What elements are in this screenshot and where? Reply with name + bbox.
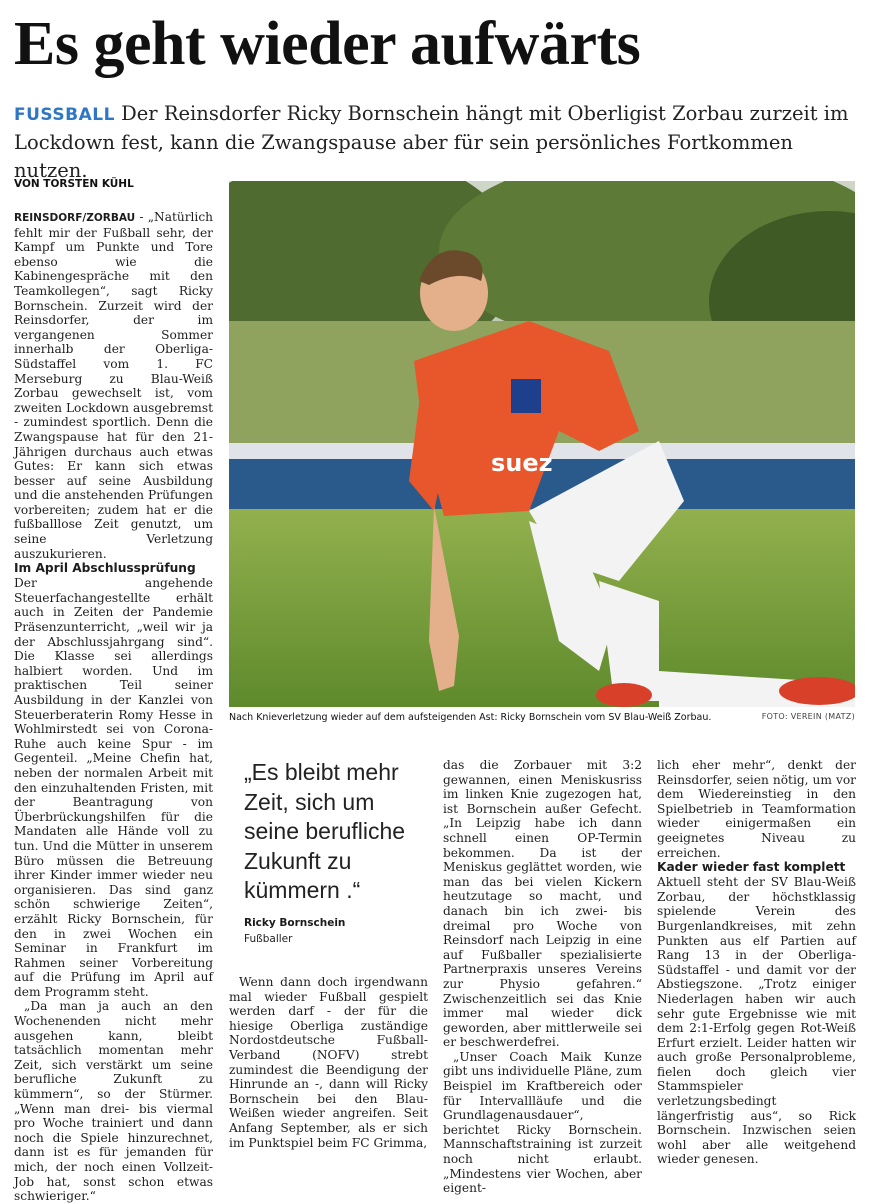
quote-author: Ricky Bornschein bbox=[244, 917, 346, 929]
intro-teaser bbox=[14, 100, 859, 185]
quote-author-role: Fußballer bbox=[244, 933, 293, 945]
pull-quote: „Es bleibt mehr Zeit, sich um seine berufliche Zukunft zu kümmern .“ bbox=[244, 759, 406, 903]
photo-credit: FOTO: VEREIN (MATZ) bbox=[761, 712, 855, 721]
caption-text: Nach Knieverletzung wieder auf dem aufsteigenden Ast: Ricky Bornschein vom SV Blau-Weiß Zorbau. bbox=[229, 712, 712, 723]
paragraph: das die Zorbauer mit 3:2 gewannen, einen Meniskusriss im linken Knie zugezogen hat, ist Bornschein außer Gefecht. „In Leipzig habe ich dann schnell einen OP-Termin bekommen. Da ist der Meniskus geglättet worden, wie man das bei vielen Kickern heutzutage so macht, und danach bin ich zwei- bis dreimal pro Woche von Reinsdorf nach Leipzig in eine auf Fußballer spezialisierte Partnerpraxis unseres Vereins zur Physio gefahren.“ Zwischenzeitlich sei das Knie immer mal wieder dick geworden, aber mittlerweile sei er beschwerdefrei. bbox=[443, 758, 642, 1050]
shirt-sponsor: suez bbox=[491, 449, 553, 477]
paragraph: lich eher mehr“, denkt der Reinsdorfer, seien nötig, um vor dem Wiedereinstieg in den Spielbetrieb in Teamformation wieder einigermaßen ein geeignetes Niveau zu erreichen. bbox=[657, 758, 856, 860]
byline: VON TORSTEN KÜHL bbox=[14, 178, 134, 190]
paragraph: - „Natürlich fehlt mir der Fußball sehr, der Kampf um Punkte und Tore ebenso wie die Kabinengespräche mit den Teamkollegen“, sagt Ricky Bornschein. Zurzeit wird der Reinsdorfer, der im vergangenen Sommer innerhalb der Oberliga-Südstaffel vom 1. FC Merseburg zu Blau-Weiß Zorbau gewechselt ist, vom zweiten Lockdown ausgebremst - zumindest sportlich. Denn die Zwangspause hat für den 21-Jährigen durchaus auch etwas Gutes: Er kann sich etwas besser auf seine Ausbildung und die anstehenden Prüfungen vorbereiten; zudem hat er die fußballlose Zeit genutzt, um seine Verletzung auszukurieren. bbox=[14, 210, 213, 561]
article-column-3 bbox=[443, 758, 642, 1196]
article-column-2 bbox=[229, 975, 428, 1150]
kicker: FUSSBALL bbox=[14, 105, 115, 125]
subhead-abschlusspruefung: Im April Abschlussprüfung bbox=[14, 561, 196, 576]
paragraph: Der angehende Steuerfachangestellte erhält auch in Zeiten der Pandemie Präsenzunterricht, „weil wir ja der Abschlussjahrgang sind“. Die Klasse sei allerdings halbiert worden. Und im praktischen Teil seiner Ausbildung in der Kanzlei von Steuerberaterin Romy Hesse in Wohlmirstedt sei von Corona-Ruhe auch keine Spur - im Gegenteil. „Meine Chefin hat, neben der normalen Arbeit mit den einzuhaltenden Fristen, mit der Beantragung von Überbrückungshilfen für die Mandaten alle Hände voll zu tun. Und die Mütter in unserem Büro müssen die Betreuung ihrer Kinder immer wieder neu organisieren. Das sind ganz schön schwierige Zeiten“, erzählt Ricky Bornschein, für den in zwei Wochen ein Seminar in Frankfurt im Rahmen seiner Vorbereitung auf die Prüfung im April auf dem Programm steht. bbox=[14, 576, 213, 999]
paragraph: Aktuell steht der SV Blau-Weiß Zorbau, der höchstklassig spielende Verein des Burgenlandkreises, mit zehn Punkten aus elf Partien auf Rang 13 in der Oberliga-Südstaffel - und damit vor der Abstiegszone. „Trotz einiger Niederlagen haben wir auch sehr gute Ergebnisse wie mit dem 2:1-Erfolg gegen Rot-Weiß Erfurt erzielt. Leider hatten wir auch große Personalprobleme, fielen doch gleich vier Stammspieler verletzungsbedingt längerfristig aus“, so Rick Bornschein. Inzwischen seien wohl aber alle weitgehend wieder genesen. bbox=[657, 875, 856, 1167]
intro-text: Der Reinsdorfer Ricky Bornschein hängt mit Oberligist Zorbau zurzeit im Lockdown fest, kann die Zwangspause aber für sein persönliches Fortkommen nutzen. bbox=[14, 102, 849, 182]
headline: Es geht wieder aufwärts bbox=[14, 10, 641, 78]
article-column-4 bbox=[657, 758, 856, 1167]
article-column-1 bbox=[14, 210, 213, 1204]
photo-caption bbox=[229, 712, 855, 723]
subhead-kader: Kader wieder fast komplett bbox=[657, 860, 846, 875]
paragraph: „Da man ja auch an den Wochenenden nicht mehr ausgehen kann, bleibt tatsächlich momentan mehr Zeit, sich verstärkt um seine berufliche Zukunft zu kümmern“, so der Stürmer. „Wenn man drei- bis viermal pro Woche trainiert und dann noch die Spiele hinzurechnet, dann ist es für jemanden für mich, der noch einen Vollzeit-Job hat, sonst schon etwas schwieriger.“ bbox=[14, 999, 213, 1204]
dateline: REINSDORF/ZORBAU bbox=[14, 212, 136, 224]
paragraph: Wenn dann doch irgendwann mal wieder Fußball gespielt werden darf - der für die hiesige Oberliga zuständige Nordostdeutsche Fußball-Verband (NOFV) strebt zumindest die Beendigung der Hinrunde an -, dann will Ricky Bornschein bei den Blau-Weißen wieder angreifen. Seit Anfang September, als er sich im Punktspiel beim FC Grimma, bbox=[229, 975, 428, 1150]
paragraph: „Unser Coach Maik Kunze gibt uns individuelle Pläne, zum Beispiel im Kraftbereich oder für Intervallläufe und die Grundlagenausdauer“, berichtet Ricky Bornschein. Mannschaftstraining ist zurzeit noch nicht erlaubt. „Mindestens vier Wochen, aber eigent- bbox=[443, 1049, 642, 1196]
article-photo bbox=[229, 181, 855, 707]
